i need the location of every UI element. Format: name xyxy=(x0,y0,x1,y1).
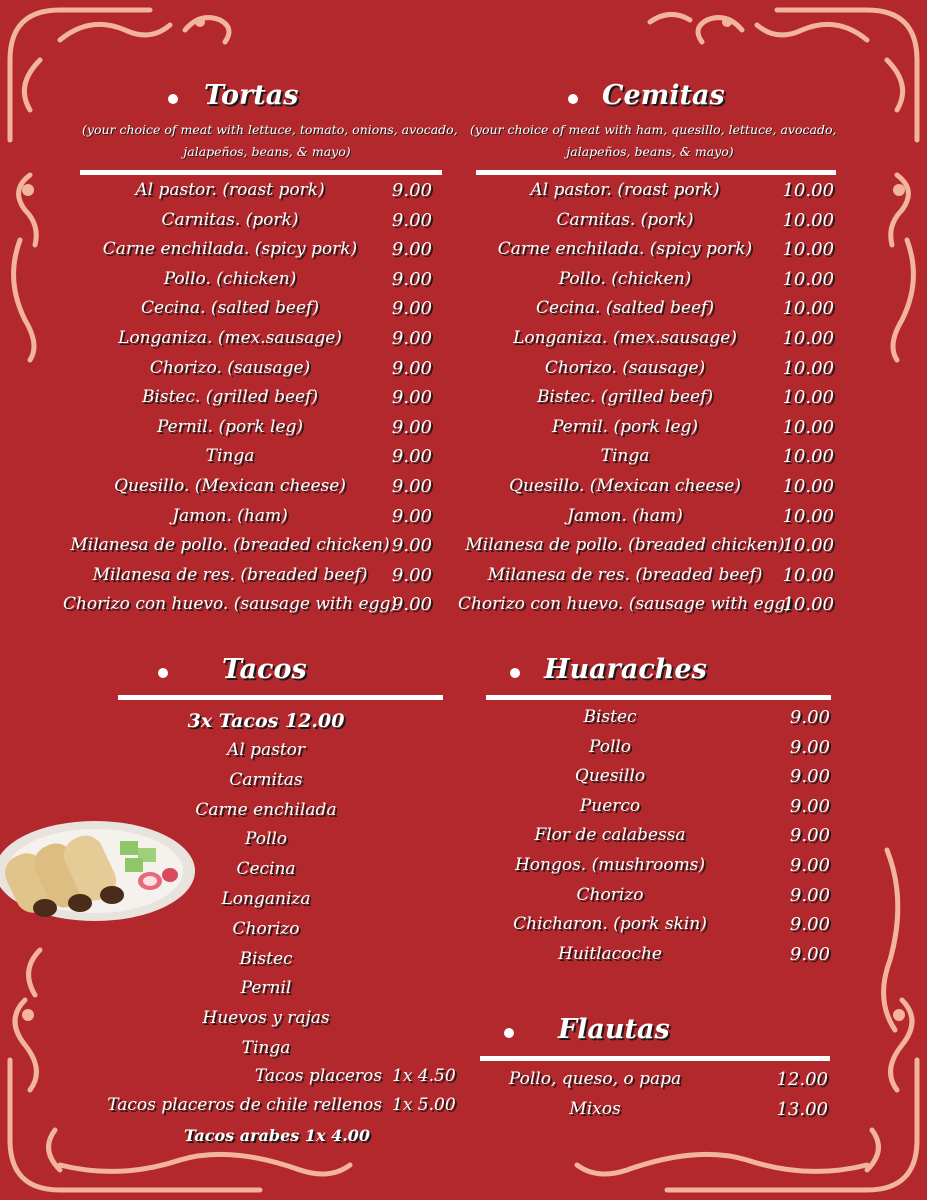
huaraches-item-name: Quesillo xyxy=(574,766,646,787)
cemitas-item-price: 10.00 xyxy=(782,564,834,586)
huaraches-item-name: Puerco xyxy=(579,795,641,816)
cemitas-item-price: 10.00 xyxy=(782,209,834,231)
cemitas-item-price: 10.00 xyxy=(782,505,834,527)
tortas-subtitle-line1: (your choice of meat with lettuce, tomato, onions, avocado, xyxy=(82,122,458,137)
tortas-item-price: 9.00 xyxy=(391,594,432,616)
tortas-item-name: Al pastor. (roast pork) xyxy=(135,180,325,200)
tortas-item-name: Milanesa de pollo. (breaded chicken) xyxy=(70,535,390,556)
tacos-item: Huevos y rajas xyxy=(202,1008,330,1029)
cemitas-item-name: Pollo. (chicken) xyxy=(558,268,692,289)
tortas-item-price: 9.00 xyxy=(391,357,432,379)
huaraches-item-price: 9.00 xyxy=(789,707,830,728)
cemitas-item-name: Longaniza. (mex.sausage) xyxy=(513,328,737,348)
cemitas-divider xyxy=(476,170,836,175)
tortas-item-price: 9.00 xyxy=(391,505,432,527)
tortas-item-price: 9.00 xyxy=(391,416,432,438)
tacos-item: Carnitas xyxy=(229,769,303,790)
cemitas-item-name: Chorizo. (sausage) xyxy=(544,357,706,378)
cemitas-subtitle-line2: jalapeños, beans, & mayo) xyxy=(566,144,734,159)
tortas-item-name: Longaniza. (mex.sausage) xyxy=(118,328,342,348)
tacos-arabes: Tacos arabes 1x 4.00 xyxy=(184,1126,371,1145)
tortas-item-name: Pollo. (chicken) xyxy=(163,268,297,289)
tacos-item: Tinga xyxy=(241,1038,291,1058)
tacos-item: Pernil xyxy=(240,978,292,999)
tacos-item: Cecina xyxy=(236,859,296,880)
cemitas-item-price: 10.00 xyxy=(782,180,834,201)
flautas-divider xyxy=(480,1056,830,1061)
flautas-item-price: 12.00 xyxy=(776,1069,828,1090)
tacos-item: Longaniza xyxy=(221,889,311,909)
cemitas-item-price: 10.00 xyxy=(782,357,834,379)
tacos-deal: 3x Tacos 12.00 xyxy=(187,710,345,732)
cemitas-item-name: Carne enchilada. (spicy pork) xyxy=(497,239,753,260)
tortas-item-name: Pernil. (pork leg) xyxy=(156,416,304,437)
tortas-item-price: 9.00 xyxy=(391,535,432,557)
tortas-item-price: 9.00 xyxy=(391,298,432,320)
huaraches-item-price: 9.00 xyxy=(789,766,830,788)
cemitas-item-name: Tinga xyxy=(600,446,650,467)
flautas-item-name: Mixos xyxy=(569,1099,621,1119)
tortas-item-name: Jamon. (ham) xyxy=(172,505,288,526)
tortas-item-price: 9.00 xyxy=(391,268,432,290)
tortas-item-price: 9.00 xyxy=(391,180,432,201)
cemitas-item-name: Cecina. (salted beef) xyxy=(536,298,714,319)
tortas-item-price: 9.00 xyxy=(391,239,432,261)
tortas-item-name: Cecina. (salted beef) xyxy=(141,298,319,319)
tortas-item-name: Carnitas. (pork) xyxy=(161,209,299,230)
huaraches-item-name: Hongos. (mushrooms) xyxy=(514,855,706,875)
cemitas-item-price: 10.00 xyxy=(782,535,834,557)
huaraches-item-name: Pollo xyxy=(588,736,632,757)
cemitas-item-price: 10.00 xyxy=(782,446,834,468)
huaraches-item-name: Chorizo xyxy=(576,884,644,905)
huaraches-divider xyxy=(486,695,831,700)
huaraches-item-price: 9.00 xyxy=(789,914,830,936)
tortas-subtitle-line2: jalapeños, beans, & mayo) xyxy=(183,144,351,159)
tacos-title: Tacos xyxy=(222,654,307,685)
tortas-title: Tortas xyxy=(204,80,299,111)
tacos-extra-name: Tacos placeros xyxy=(254,1066,382,1086)
tacos-extra-price: 1x 4.50 xyxy=(392,1066,456,1086)
cemitas-item-name: Quesillo. (Mexican cheese) xyxy=(509,476,741,496)
tortas-item-price: 9.00 xyxy=(391,209,432,231)
huaraches-item-name: Chicharon. (pork skin) xyxy=(513,914,707,935)
tacos-item: Pollo xyxy=(244,829,288,850)
tortas-item-name: Carne enchilada. (spicy pork) xyxy=(102,239,358,260)
huaraches-item-price: 9.00 xyxy=(789,855,830,876)
flautas-item-name: Pollo, queso, o papa xyxy=(508,1069,682,1089)
cemitas-item-name: Al pastor. (roast pork) xyxy=(530,180,720,200)
tortas-item-name: Bistec. (grilled beef) xyxy=(141,387,319,408)
tortas-item-price: 9.00 xyxy=(391,328,432,349)
huaraches-item-price: 9.00 xyxy=(789,795,830,817)
huaraches-item-name: Huitlacoche xyxy=(558,943,662,964)
tortas-item-name: Quesillo. (Mexican cheese) xyxy=(114,476,346,496)
tacos-item: Carne enchilada xyxy=(195,799,337,820)
flautas-title: Flautas xyxy=(558,1014,670,1045)
tacos-extra-name: Tacos placeros de chile rellenos xyxy=(107,1095,382,1115)
flautas-item-price: 13.00 xyxy=(776,1099,828,1120)
cemitas-item-name: Jamon. (ham) xyxy=(567,505,683,526)
tortas-item-name: Chorizo. (sausage) xyxy=(149,357,311,378)
bullet-icon xyxy=(168,94,178,104)
bullet-icon xyxy=(568,94,578,104)
tortas-item-name: Milanesa de res. (breaded beef) xyxy=(92,564,368,585)
cemitas-item-price: 10.00 xyxy=(782,298,834,320)
tacos-item: Chorizo xyxy=(232,918,300,939)
tacos-item: Bistec xyxy=(239,948,293,969)
cemitas-item-price: 10.00 xyxy=(782,268,834,290)
cemitas-item-price: 10.00 xyxy=(782,328,834,349)
cemitas-item-price: 10.00 xyxy=(782,594,834,616)
tortas-item-name: Tinga xyxy=(205,446,255,467)
tortas-item-name: Chorizo con huevo. (sausage with egg) xyxy=(62,594,398,615)
cemitas-item-name: Chorizo con huevo. (sausage with egg) xyxy=(457,594,793,615)
tortas-item-price: 9.00 xyxy=(391,564,432,586)
huaraches-item-price: 9.00 xyxy=(789,736,830,758)
cemitas-item-price: 10.00 xyxy=(782,239,834,261)
bullet-icon xyxy=(504,1028,514,1038)
cemitas-subtitle-line1: (your choice of meat with ham, quesillo, lettuce, avocado, xyxy=(470,122,837,137)
cemitas-item-price: 10.00 xyxy=(782,476,834,497)
cemitas-item-name: Milanesa de res. (breaded beef) xyxy=(487,564,763,585)
cemitas-title: Cemitas xyxy=(602,80,725,111)
tortas-item-price: 9.00 xyxy=(391,446,432,468)
cemitas-item-name: Pernil. (pork leg) xyxy=(551,416,699,437)
cemitas-item-name: Bistec. (grilled beef) xyxy=(536,387,714,408)
tortas-item-price: 9.00 xyxy=(391,476,432,497)
tacos-extra-price: 1x 5.00 xyxy=(392,1095,456,1115)
cemitas-item-price: 10.00 xyxy=(782,416,834,438)
cemitas-item-name: Milanesa de pollo. (breaded chicken) xyxy=(465,535,785,556)
huaraches-item-name: Flor de calabessa xyxy=(534,825,686,846)
bullet-icon xyxy=(158,668,168,678)
huaraches-item-name: Bistec xyxy=(583,707,637,727)
cemitas-item-name: Carnitas. (pork) xyxy=(556,209,694,230)
tacos-item: Al pastor xyxy=(226,740,306,760)
cemitas-item-price: 10.00 xyxy=(782,387,834,409)
bullet-icon xyxy=(510,668,520,678)
tortas-item-price: 9.00 xyxy=(391,387,432,409)
huaraches-item-price: 9.00 xyxy=(789,943,830,965)
huaraches-title: Huaraches xyxy=(544,654,707,685)
tacos-divider xyxy=(118,695,443,700)
huaraches-item-price: 9.00 xyxy=(789,884,830,906)
tortas-divider xyxy=(80,170,442,175)
huaraches-item-price: 9.00 xyxy=(789,825,830,847)
